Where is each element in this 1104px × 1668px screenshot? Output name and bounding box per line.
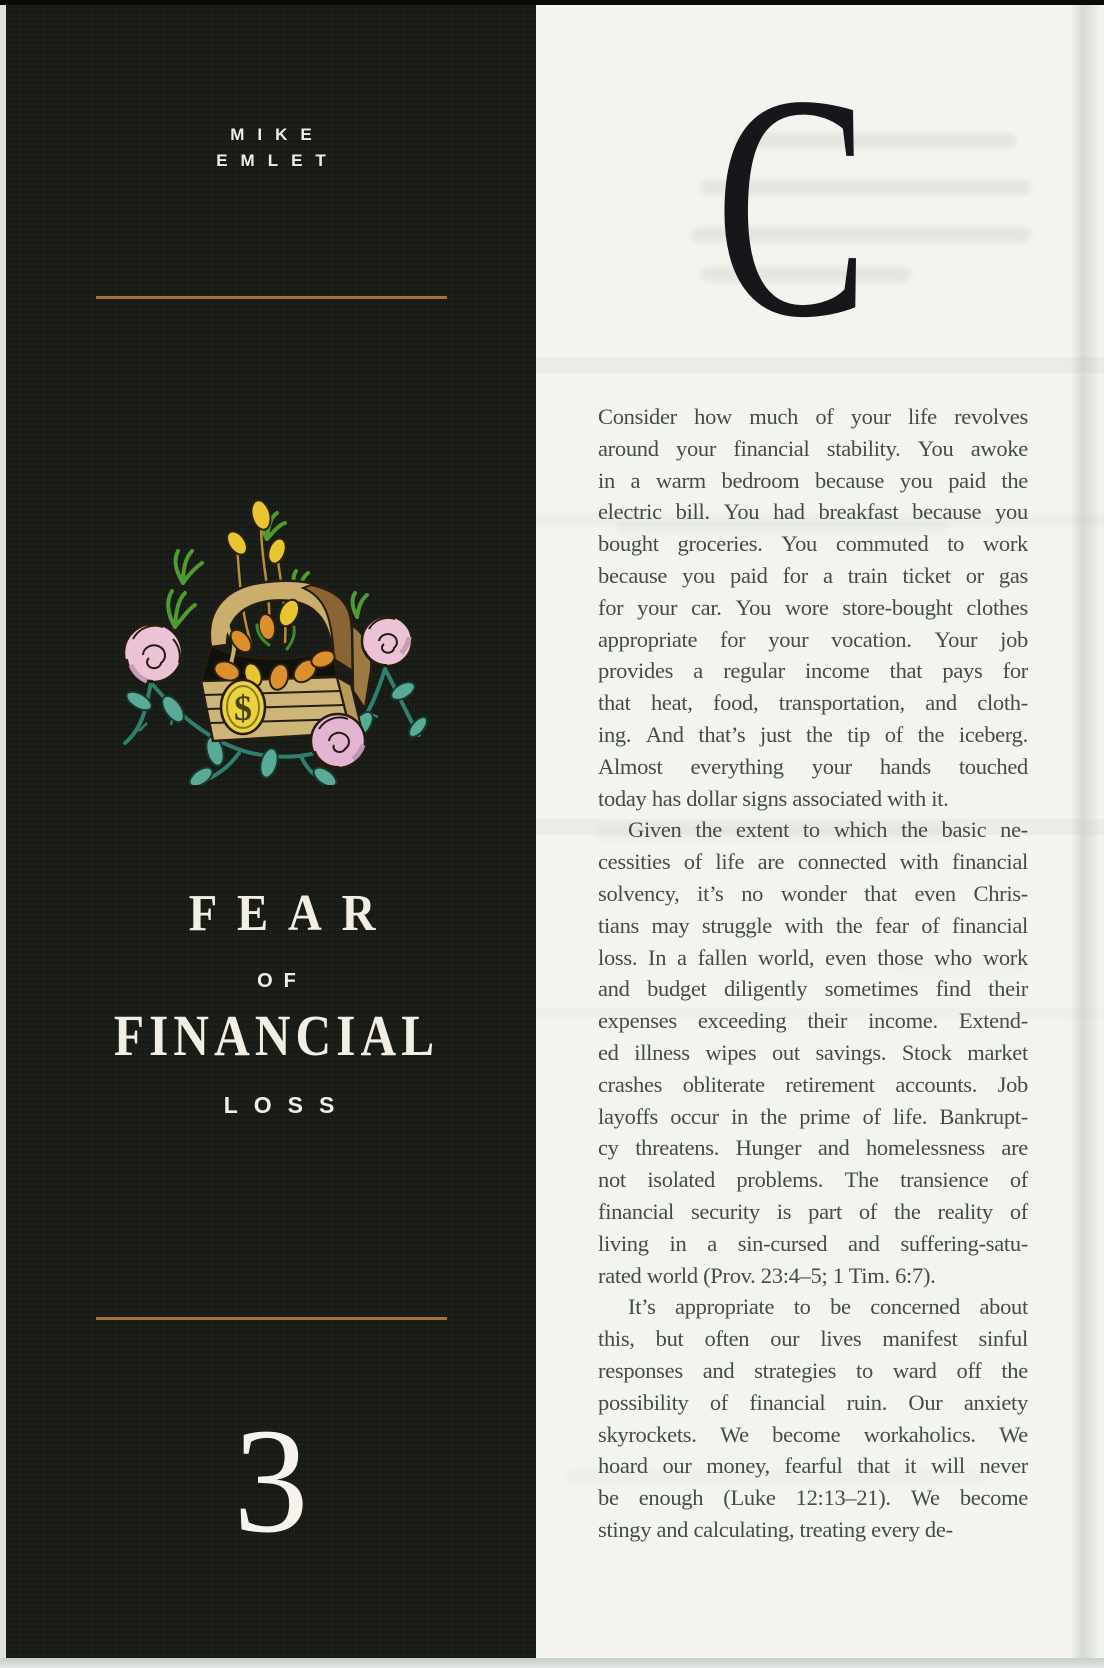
dollar-sign: $ bbox=[234, 688, 252, 728]
text-line: this, but often our lives manifest sinful bbox=[598, 1326, 1028, 1352]
text-line: loss. In a fallen world, even those who work bbox=[598, 944, 1028, 970]
scan-edge-top bbox=[0, 0, 1104, 5]
text-line: Given the extent to which the basic ne- bbox=[628, 817, 1028, 843]
title-financial: FINANCIAL bbox=[113, 1003, 440, 1068]
author-first-name: MIKE bbox=[230, 125, 325, 144]
text-line: stingy and calculating, treating every de- bbox=[598, 1516, 953, 1542]
text-line: today has dollar signs associated with it. bbox=[598, 785, 949, 811]
text-line: around your financial stability. You awoke bbox=[598, 435, 1028, 461]
text-line: solvency, it’s no wonder that even Chris- bbox=[598, 880, 1028, 906]
chapter-number: 3 bbox=[233, 1398, 309, 1564]
text-line: tians may struggle with the fear of financial bbox=[598, 912, 1028, 938]
text-line: cessities of life are connected with financial bbox=[598, 849, 1028, 875]
text-line: crashes obliterate retirement accounts. Job bbox=[598, 1071, 1028, 1097]
chapter-cover-panel bbox=[6, 5, 536, 1658]
text-line: provides a regular income that pays for bbox=[598, 658, 1028, 684]
text-line: rated world (Prov. 23:4–5; 1 Tim. 6:7). bbox=[598, 1262, 936, 1288]
text-line: and budget diligently sometimes find their bbox=[598, 976, 1028, 1002]
text-line: living in a sin-cursed and suffering-satu- bbox=[598, 1230, 1028, 1256]
body-text bbox=[598, 401, 1028, 1546]
text-line: ing. And that’s just the tip of the iceberg. bbox=[598, 721, 1028, 747]
scan-edge-left bbox=[0, 0, 6, 1668]
text-line: for your car. You wore store-bought clothes bbox=[598, 594, 1028, 620]
text-line: ed illness wipes out savings. Stock market bbox=[598, 1039, 1028, 1065]
money-chest-roses-illustration bbox=[119, 493, 431, 785]
page-edge-shading bbox=[1070, 5, 1098, 1658]
text-line: that heat, food, transportation, and cloth- bbox=[598, 690, 1028, 716]
title-fear: FEAR bbox=[188, 885, 396, 942]
author-last-name: EMLET bbox=[216, 151, 339, 170]
text-line: because you paid for a train ticket or gas bbox=[598, 562, 1028, 588]
text-line: Consider how much of your life revolves bbox=[598, 404, 1028, 429]
text-line: Almost everything your hands touched bbox=[598, 753, 1028, 779]
text-line: financial security is part of the reality of bbox=[598, 1198, 1028, 1224]
gold-rule-top bbox=[96, 296, 447, 299]
text-line: in a warm bedroom because you paid the bbox=[598, 467, 1028, 493]
text-line: responses and strategies to ward off the bbox=[598, 1357, 1028, 1383]
author-name bbox=[6, 122, 536, 174]
text-line: electric bill. You had breakfast because you bbox=[598, 499, 1028, 525]
text-line: appropriate for your vocation. Your job bbox=[598, 626, 1028, 652]
text-line: be enough (Luke 12:13–21). We become bbox=[598, 1485, 1028, 1511]
gold-rule-bottom bbox=[96, 1317, 447, 1320]
text-line: skyrockets. We become workaholics. We bbox=[598, 1421, 1028, 1447]
text-line: It’s appropriate to be concerned about bbox=[628, 1294, 1028, 1320]
text-line: layoffs occur in the prime of life. Bankrupt- bbox=[598, 1103, 1028, 1129]
text-line: bought groceries. You commuted to work bbox=[598, 531, 1028, 557]
text-page bbox=[536, 5, 1104, 1658]
scan-edge-bottom bbox=[0, 1658, 1104, 1668]
rose-right bbox=[362, 616, 412, 666]
rose-left bbox=[124, 624, 182, 682]
text-line: not isolated problems. The transience of bbox=[598, 1167, 1028, 1193]
rose-bottom bbox=[311, 714, 365, 768]
text-line: expenses exceeding their income. Extend- bbox=[598, 1008, 1028, 1034]
text-line: cy threatens. Hunger and homelessness are bbox=[598, 1135, 1028, 1161]
title-of: OF bbox=[257, 970, 307, 992]
text-line: hoard our money, fearful that it will never bbox=[598, 1453, 1028, 1479]
title-loss: LOSS bbox=[223, 1092, 351, 1118]
text-line: possibility of financial ruin. Our anxiety bbox=[598, 1389, 1028, 1415]
drop-cap: C bbox=[715, 30, 869, 384]
